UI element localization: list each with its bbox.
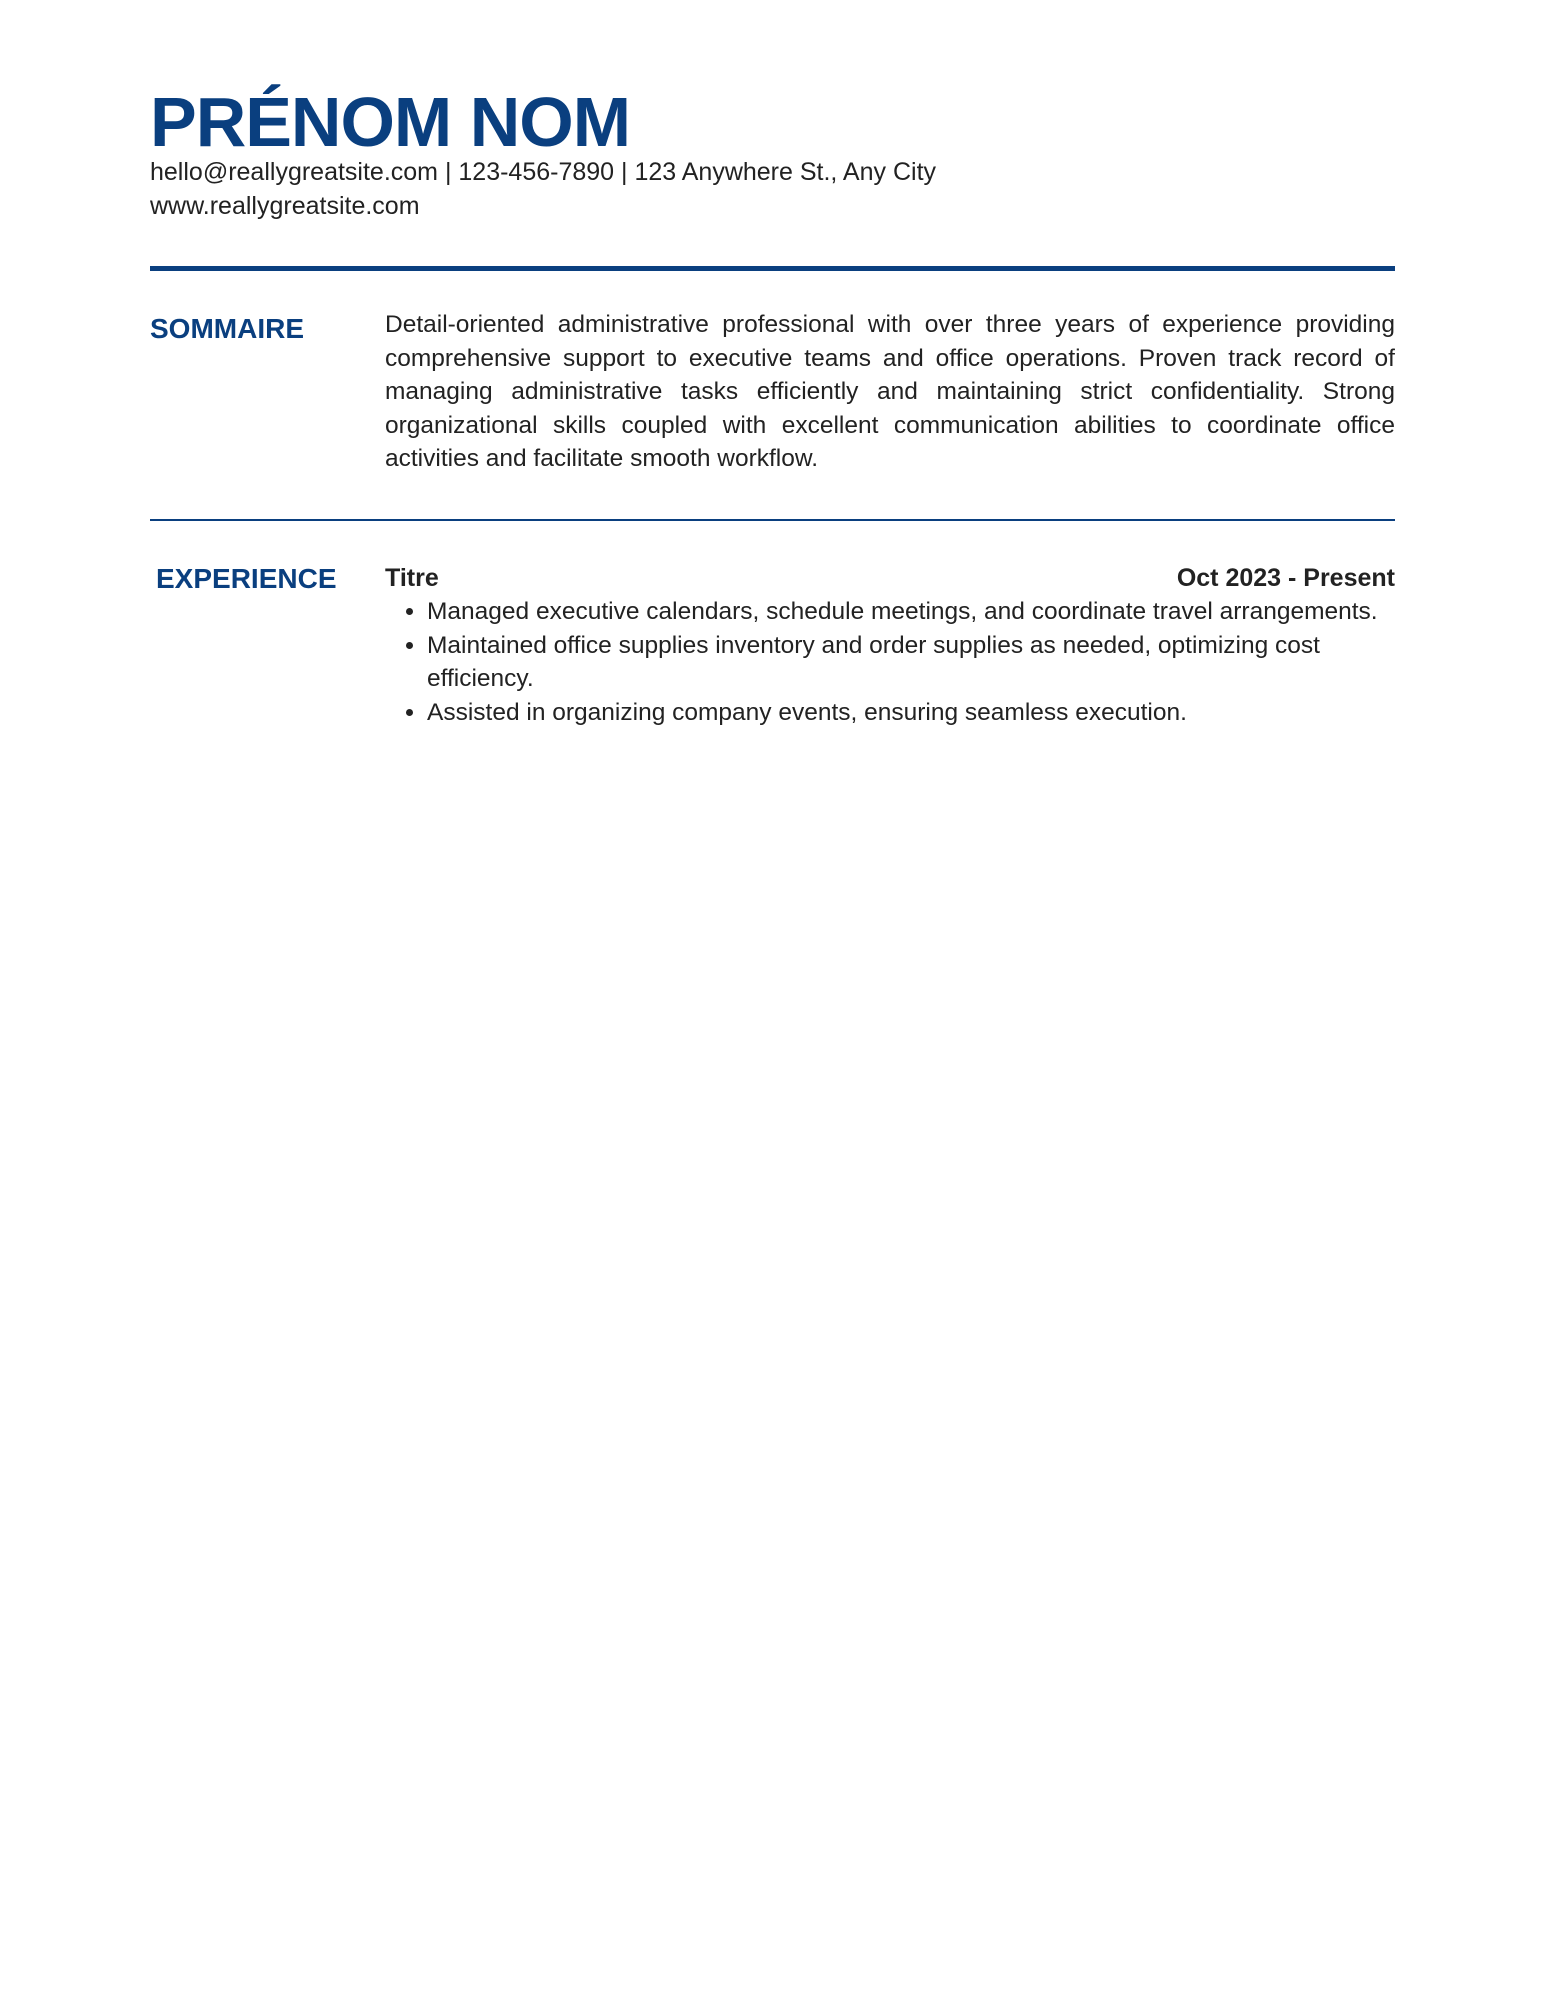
summary-text: Detail-oriented administrative professional with over three years of experience providing comprehensive support to executive teams and office operations. Proven track record of managing administrative tasks efficiently and maintaining strict confidentiality. Strong organizational skills coupled with excellent communication abilities to coordinate office activities and facilitate smooth workflow.: [385, 311, 1395, 472]
summary-heading: SOMMAIRE: [150, 313, 304, 344]
header-divider: [150, 266, 1395, 271]
job-bullet: • Maintained office supplies inventory and order supplies as needed, optimizing cost efficiency.: [427, 629, 1395, 696]
job-dates: Oct 2023 - Present: [1176, 564, 1395, 592]
section-divider: [150, 519, 1395, 521]
job-bullet: • Assisted in organizing company events, ensuring seamless execution.: [427, 696, 1395, 730]
candidate-name: PRÉNOM NOM: [150, 83, 630, 161]
experience-heading: EXPERIENCE: [156, 563, 337, 594]
contact-line: hello@reallygreatsite.com | 123-456-7890 | 123 Anywhere St., Any City: [150, 158, 937, 186]
job-bullet: • Managed executive calendars, schedule meetings, and coordinate travel arrangements.: [427, 595, 1395, 629]
job-title: Titre: [385, 564, 439, 592]
contact-info: [150, 155, 936, 223]
experience-entry: [385, 561, 1395, 729]
website-line: www.reallygreatsite.com: [150, 192, 420, 220]
experience-entry-header: [385, 561, 1395, 595]
job-bullet-list: [385, 595, 1395, 729]
